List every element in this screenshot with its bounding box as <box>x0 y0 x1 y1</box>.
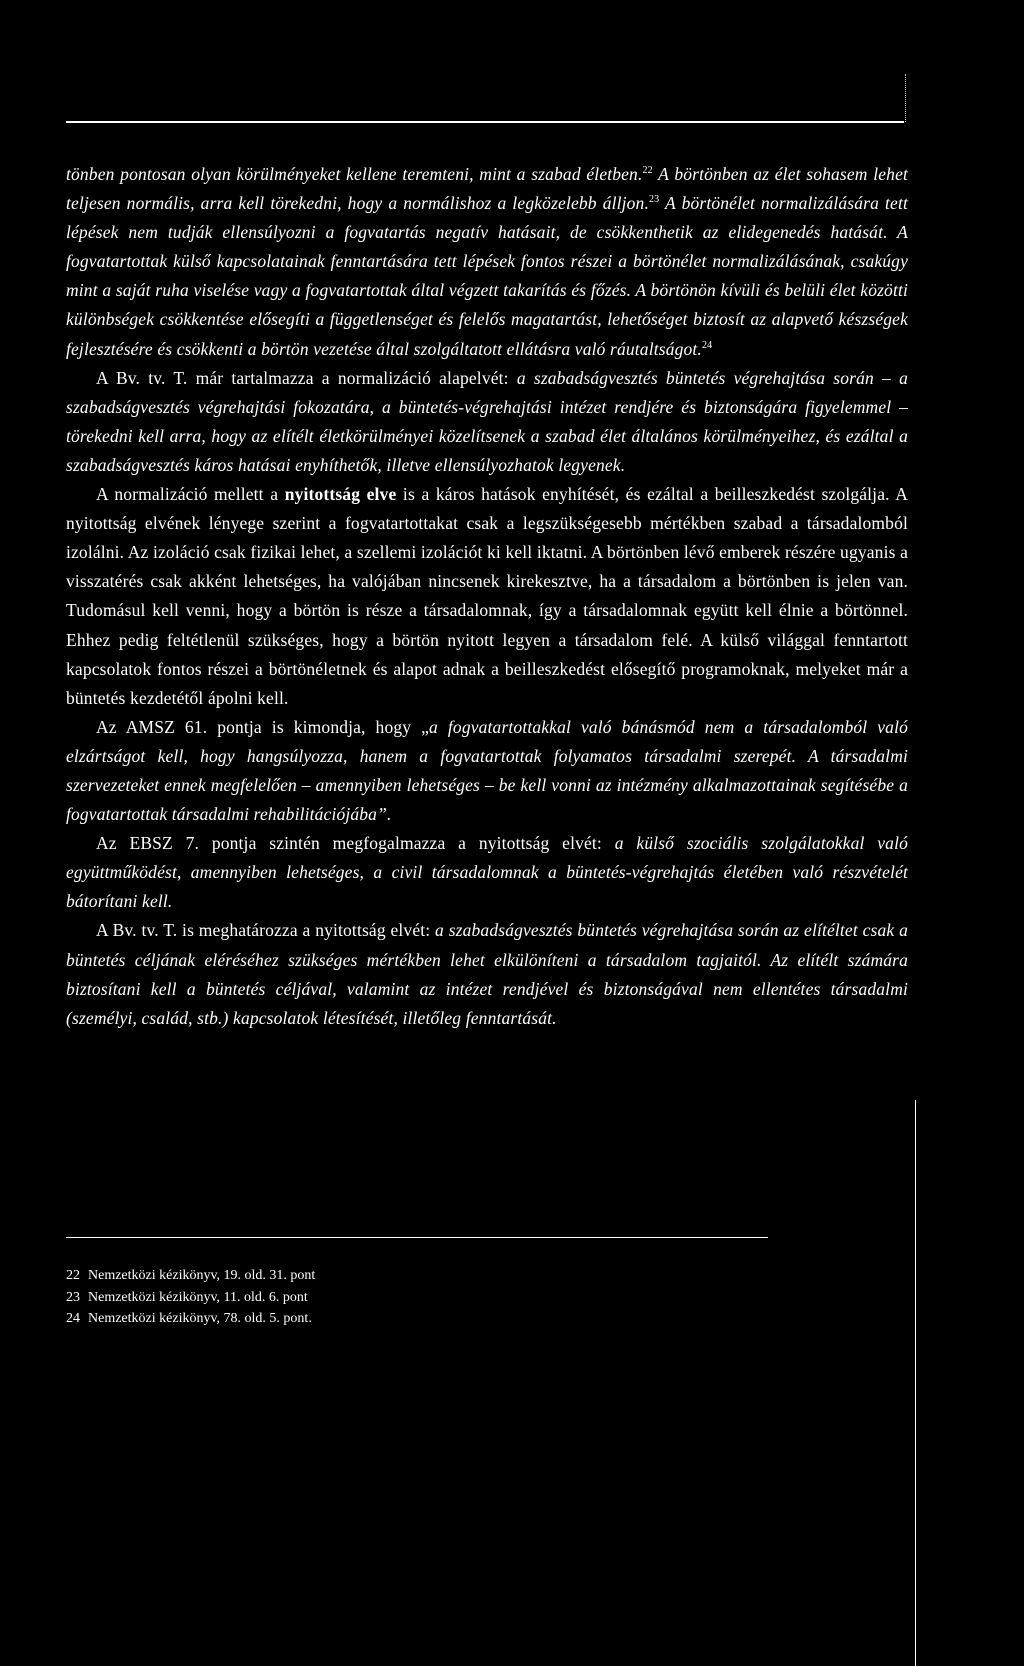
italic-run: A börtönélet normalizálására tett lépések nem tudják ellensúlyozni a fogvatartás negatív hatásait, de csökkenthetik az elidegenedés hatását. A fogvatartottak külső kapcsolatainak fenntartására tett lépések fontos részei a börtönélet normalizálásának, csakúgy mint a saját ruha viselése vagy a fogvatartottak által végzett takarítás és főzés. A börtönön kívüli és belüli élet közötti különbségek csökkentése elősegíti a függetlenséget és felelős magatartást, lehetőséget biztosít az alapvető készségek fejlesztésére és csökkenti a börtön vezetése által szolgáltatott ellátásra való ráutaltságot. <box>66 193 908 359</box>
footnote-ref: 22 <box>642 165 653 177</box>
paragraph <box>66 916 908 1032</box>
text-run: is a káros hatások enyhítését, és ezáltal a beilleszkedést szolgálja. A nyitottság elvének lényege szerint a fogvatartottakat csak a legszükségesebb mértékben szabad a társadalomból izolálni. Az izoláció csak fizikai lehet, a szellemi izolációt ki kell iktatni. A börtönben lévő emberek részére ugyanis a visszatérés csak akként lehetséges, ha valójában nincsenek kirekesztve, ha a társadalom a börtönben is jelen van. Tudomásul kell venni, hogy a börtön is része a társadalomnak, így a társadalomnak együtt kell élnie a börtönnel. Ehhez pedig feltétlenül szükséges, hogy a börtön nyitott legyen a társadalom felé. A külső világgal fenntartott kapcsolatok fontos részei a börtönéletnek és alapot adnak a beilleszkedést elősegítő programoknak, melyeket már a büntetés kezdetétől ápolni kell. <box>66 484 909 708</box>
paragraph <box>66 480 908 713</box>
footnote-number: 24 <box>66 1311 80 1326</box>
italic-run: A börtönben az élet sohasem lehet teljesen normális, arra kell törekedni, hogy a normálishoz a legközelebb álljon. <box>66 164 909 214</box>
footnote-ref: 23 <box>648 194 660 206</box>
footnote <box>66 1265 315 1287</box>
text-run: A Bv. tv. T. is meghatározza a nyitottság elvét: <box>96 920 436 941</box>
bold-run: nyitottság elve <box>284 484 397 505</box>
edge-mark-top <box>905 74 907 122</box>
italic-run: a fogvatartottakkal való bánásmód nem a társadalomból való elzártságot kell, hogy hangsúlyozza, hanem a fogvatartottak folyamatos társadalmi szerepét. A társadalmi szervezeteket ennek megfelelően – amennyiben lehetséges – be kell vonni az intézmény alkalmazottainak segítésébe a fogvatartottak társadalmi rehabilitációjába”. <box>66 716 908 825</box>
paragraph <box>66 364 908 480</box>
text-run: A normalizáció mellett a <box>96 484 285 505</box>
footnote-rule <box>66 1237 768 1238</box>
header-rule <box>66 121 904 123</box>
text-run: Az AMSZ 61. pontja is kimondja, hogy „ <box>96 716 430 737</box>
text-run: Az EBSZ 7. pontja szintén megfogalmazza a nyitottság elvét: <box>96 833 615 854</box>
footnotes <box>66 1265 315 1330</box>
edge-mark-bottom <box>915 1100 916 1666</box>
footnote <box>66 1308 315 1330</box>
text-run: A Bv. tv. T. már tartalmazza a normalizáció alapelvét: <box>96 367 517 388</box>
italic-run: a szabadságvesztés büntetés végrehajtása során az elítéltet csak a büntetés céljának eléréséhez szükséges mértékben lehet elkülöníteni a társadalom tagjaitól. Az elítélt számára biztosítani kell a büntetés céljával, valamint az intézet rendjével és biztonságával nem ellentétes társadalmi (személyi, család, stb.) kapcsolatok létesítését, illetőleg fenntartását. <box>66 920 908 1028</box>
italic-run: a szabadságvesztés büntetés végrehajtása során – a szabadságvesztés végrehajtási fokozatára, a büntetés-végrehajtási intézet rendjére és biztonságára figyelemmel – törekedni kell arra, hogy az elítélt életkörülményei közelítsenek a szabad élet általános körülményeihez, és ezáltal a szabadságvesztés káros hatásai enyhíthetők, illetve ellensúlyozhatok legyenek. <box>66 367 908 475</box>
paragraph <box>66 713 908 829</box>
italic-run: a külső szociális szolgálatokkal való együttműködést, amennyiben lehetséges, a civil társadalomnak a büntetés-végrehajtás életében való részvételét bátorítani kell. <box>66 833 908 912</box>
footnote-ref: 24 <box>701 339 713 351</box>
footnote-text: Nemzetközi kézikönyv, 11. old. 6. pont <box>88 1289 308 1305</box>
paragraph <box>66 829 908 916</box>
footnote <box>66 1287 315 1309</box>
paragraph <box>66 160 908 364</box>
body-text <box>66 160 908 1033</box>
footnote-number: 23 <box>66 1289 80 1305</box>
italic-run: tönben pontosan olyan körülményeket kellene teremteni, mint a szabad életben. <box>66 164 643 184</box>
footnote-number: 22 <box>66 1268 80 1283</box>
footnote-text: Nemzetközi kézikönyv, 78. old. 5. pont. <box>88 1311 312 1326</box>
footnote-text: Nemzetközi kézikönyv, 19. old. 31. pont <box>88 1268 316 1283</box>
